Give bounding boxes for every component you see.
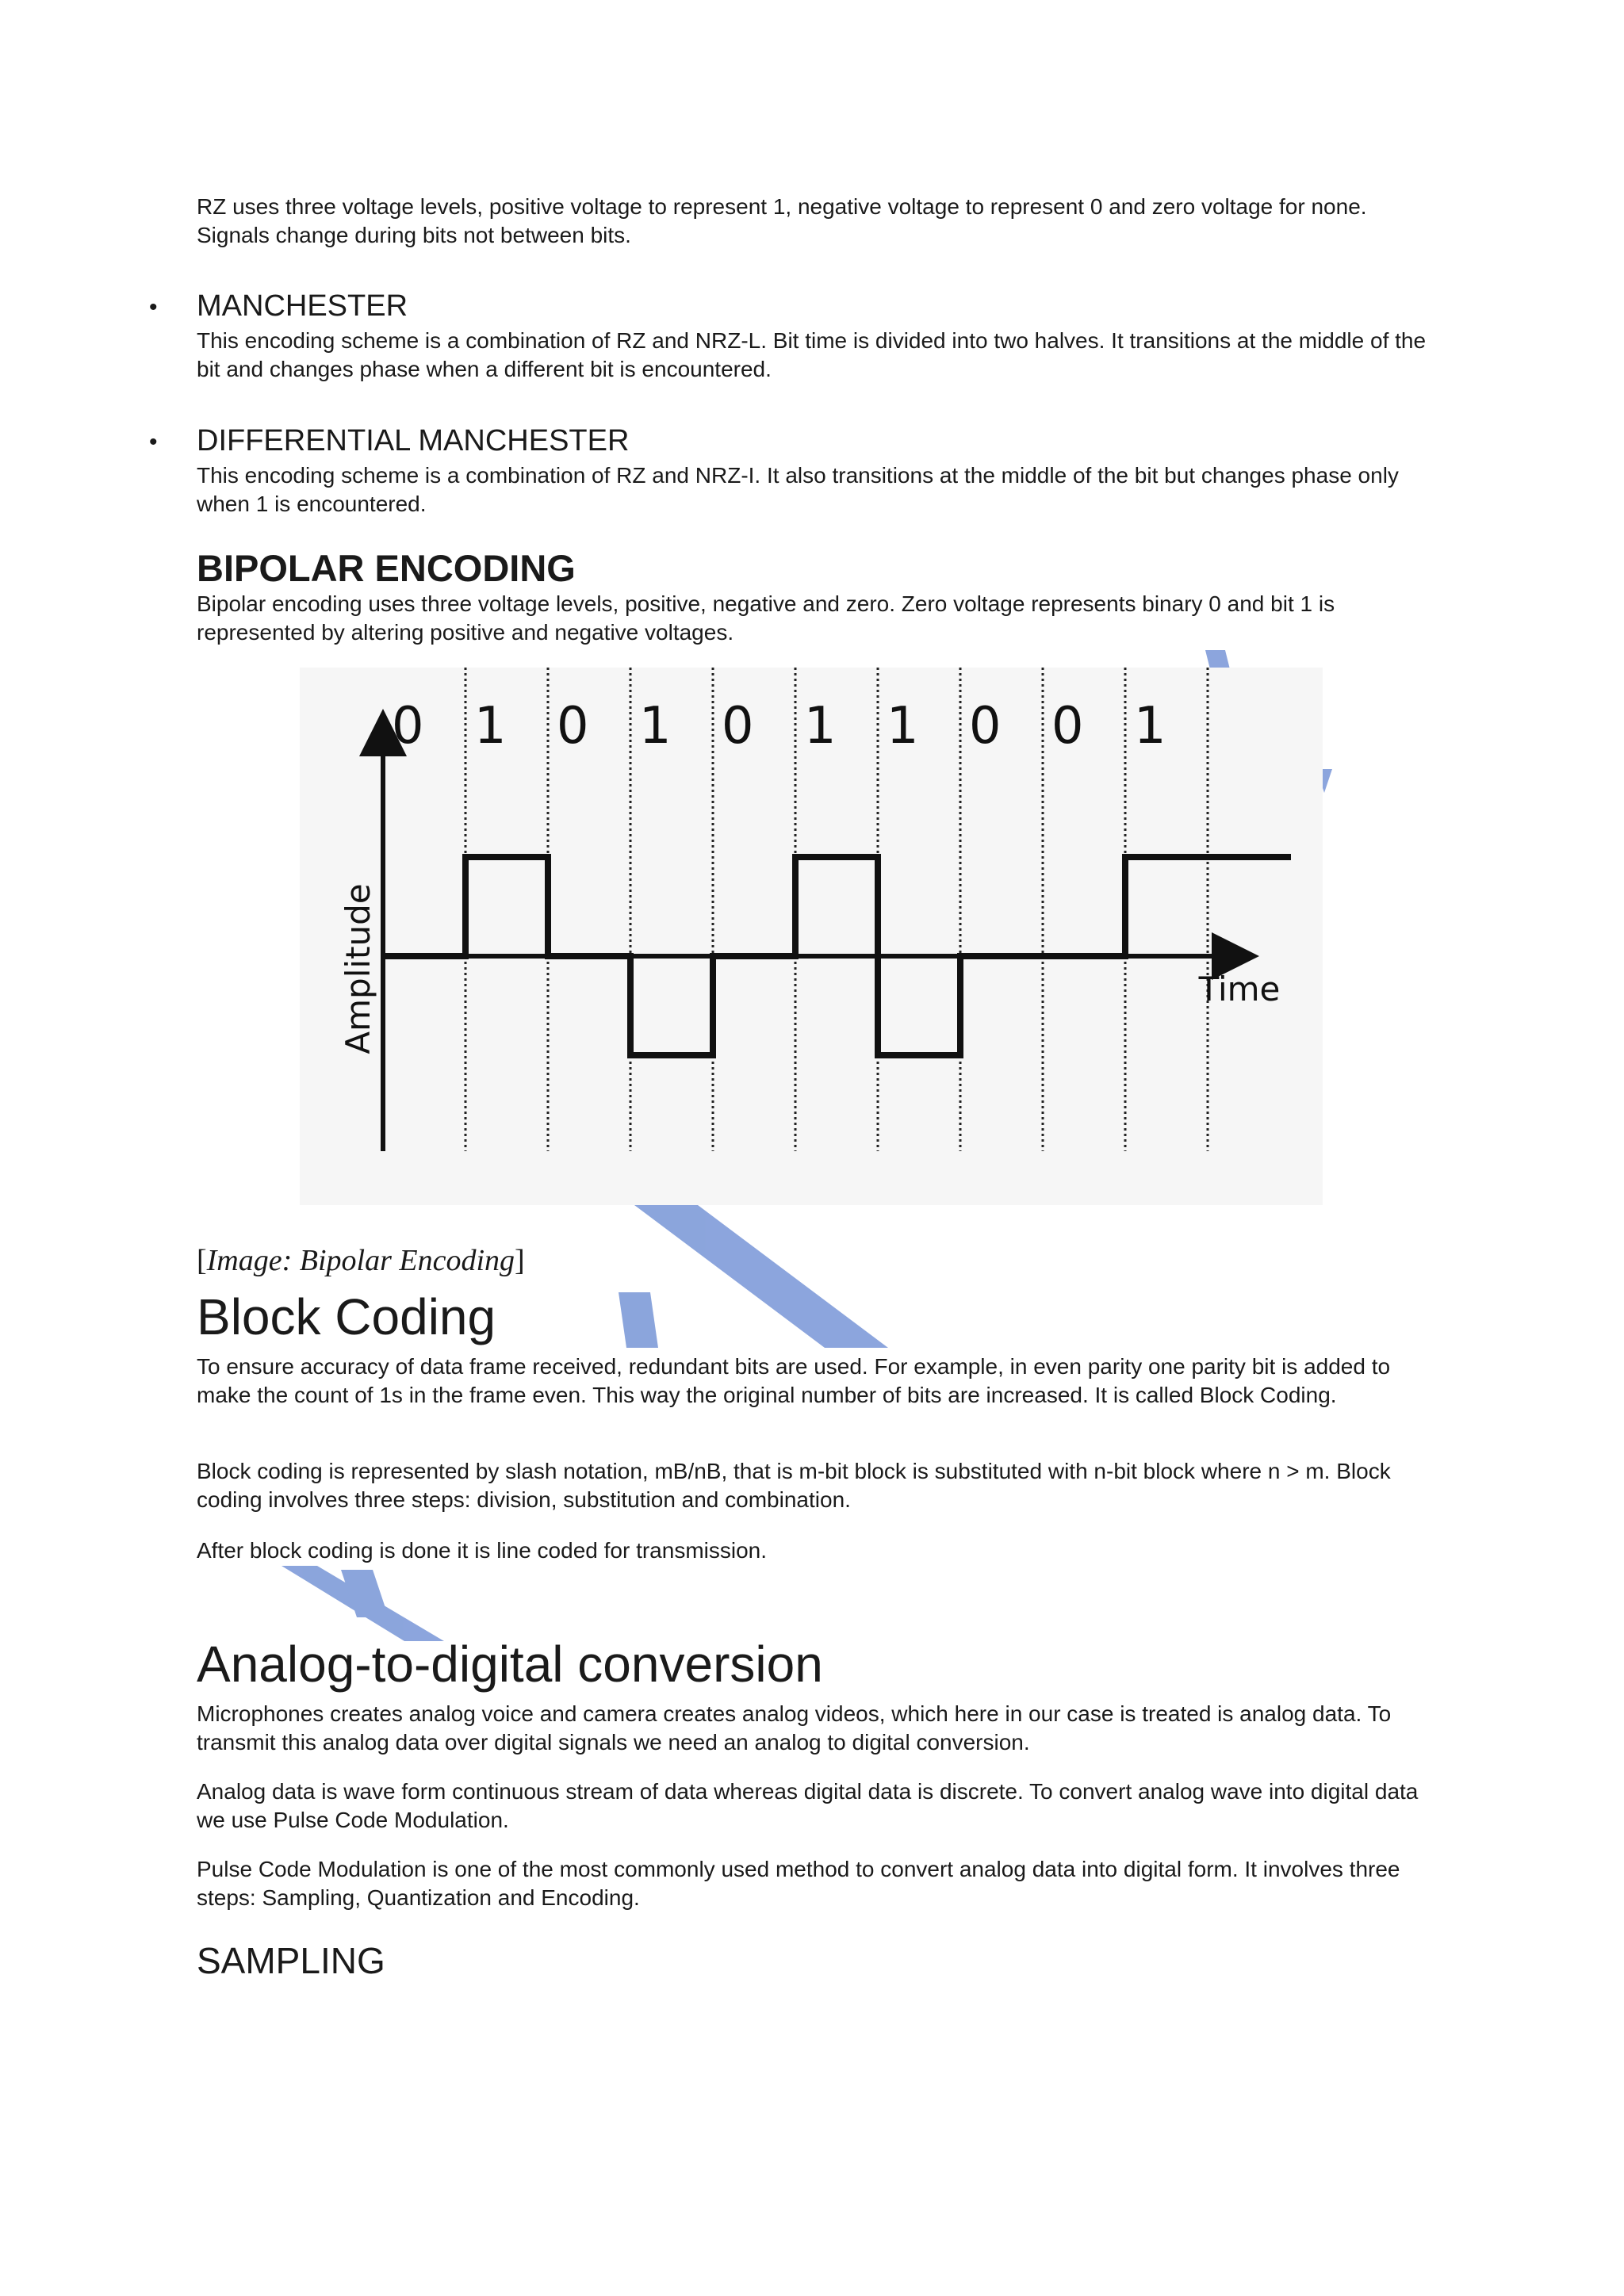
bullet-icon: •: [149, 429, 158, 455]
x-axis-label: Time: [1198, 970, 1281, 1008]
bit-label: 1: [638, 697, 672, 756]
rz-description: RZ uses three voltage levels, positive voltage to represent 1, negative voltage to represent 0 and zero voltage for none. Signals change during bits not between bits.: [197, 194, 1367, 247]
bit-label: 1: [1133, 697, 1166, 756]
bit-label: 0: [556, 697, 589, 756]
differential-manchester-description: This encoding scheme is a combination of RZ and NRZ-I. It also transitions at the middle of the bit but changes phase only when 1 is encountered.: [197, 463, 1399, 516]
bipolar-encoding-diagram: [300, 668, 1323, 1205]
y-axis-label: Amplitude: [339, 883, 377, 1054]
block-coding-heading: Block Coding: [197, 1288, 496, 1345]
bipolar-encoding-heading: BIPOLAR ENCODING: [197, 547, 576, 589]
adc-paragraph-3: Pulse Code Modulation is one of the most commonly used method to convert analog data into digital form. It involves three steps: Sampling, Quantization and Encoding.: [197, 1857, 1400, 1910]
bit-label: 0: [721, 697, 754, 756]
block-coding-paragraph-2: Block coding is represented by slash notation, mB/nB, that is m-bit block is substituted with n-bit block where n > m. Block coding involves three steps: division, substitution and combination.: [197, 1459, 1391, 1512]
analog-to-digital-heading: Analog-to-digital conversion: [197, 1636, 823, 1693]
bit-label: 1: [886, 697, 919, 756]
adc-paragraph-1: Microphones creates analog voice and camera creates analog videos, which here in our case is treated is analog data. To transmit this analog data over digital signals we need an analog to digital conversion.: [197, 1701, 1392, 1755]
block-coding-paragraph-1: To ensure accuracy of data frame received, redundant bits are used. For example, in even parity one parity bit is added to make the count of 1s in the frame even. This way the original number of bits are increased. It is called Block Coding.: [197, 1354, 1391, 1407]
differential-manchester-title: DIFFERENTIAL MANCHESTER: [197, 424, 630, 457]
bit-label: 0: [1051, 697, 1084, 756]
sampling-heading: SAMPLING: [197, 1940, 385, 1981]
figure-caption: [Image: Bipolar Encoding]: [197, 1244, 525, 1277]
block-coding-paragraph-3: After block coding is done it is line coded for transmission.: [197, 1538, 768, 1563]
bit-label: 0: [968, 697, 1002, 756]
bit-label: 1: [803, 697, 837, 756]
bit-label: 1: [473, 697, 507, 756]
adc-paragraph-2: Analog data is wave form continuous stream of data whereas digital data is discrete. To convert analog wave into digital data we use Pulse Code Modulation.: [197, 1779, 1419, 1832]
manchester-title: MANCHESTER: [197, 289, 408, 323]
manchester-description: This encoding scheme is a combination of RZ and NRZ-L. Bit time is divided into two halves. It transitions at the middle of the bit and changes phase when a different bit is encountered.: [197, 328, 1427, 381]
caption-text: Image: Bipolar Encoding: [206, 1244, 515, 1277]
bit-label: 0: [391, 697, 424, 756]
bullet-icon: •: [149, 294, 158, 320]
bipolar-encoding-figure: [300, 668, 1323, 1205]
bipolar-encoding-description: Bipolar encoding uses three voltage levels, positive, negative and zero. Zero voltage represents binary 0 and bit 1 is represented by altering positive and negative voltages.: [197, 591, 1335, 645]
